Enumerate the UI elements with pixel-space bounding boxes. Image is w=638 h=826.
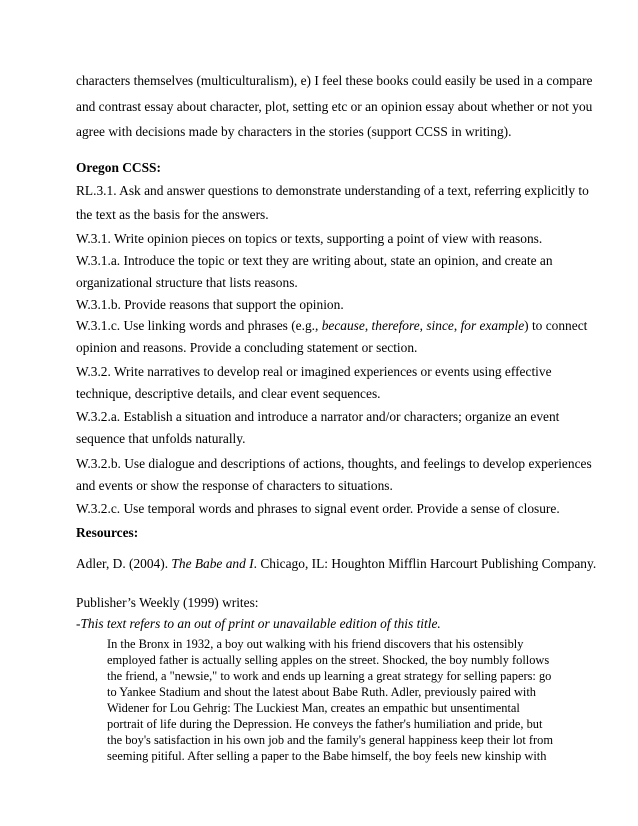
review-note	[76, 616, 441, 632]
w31c-sep: ,	[453, 318, 461, 333]
standard-w31c-line	[76, 318, 587, 334]
intro-line: and contrast essay about character, plot, setting etc or an opinion essay about whether or not you	[76, 99, 593, 114]
citation	[76, 556, 596, 572]
review-quote-line: portrait of life during the Depression. He conveys the father's humiliation and pride, but	[107, 717, 543, 731]
standard-w32-line: W.3.2. Write narratives to develop real or imagined experiences or events using effective	[76, 364, 552, 379]
w31c-text: W.3.1.c. Use linking words and phrases (e.g.,	[76, 318, 322, 333]
w31c-text: ) to connect	[524, 318, 588, 333]
standard-w32-line: technique, descriptive details, and clear event sequences.	[76, 386, 381, 401]
w31c-sep: ,	[419, 318, 427, 333]
w31c-italic-therefore: therefore	[371, 318, 420, 333]
w31c-italic-for-example: for example	[460, 318, 525, 333]
standard-w32a-line: sequence that unfolds naturally.	[76, 431, 246, 446]
resources-heading: Resources:	[76, 525, 139, 540]
standard-w31: W.3.1. Write opinion pieces on topics or texts, supporting a point of view with reasons.	[76, 231, 543, 246]
review-source: Publisher’s Weekly (1999) writes:	[76, 595, 259, 610]
standard-w32a-line: W.3.2.a. Establish a situation and introduce a narrator and/or characters; organize an event	[76, 409, 560, 424]
intro-line: agree with decisions made by characters in the stories (support CCSS in writing).	[76, 124, 512, 139]
citation-author: Adler, D. (2004).	[76, 556, 172, 571]
w31c-italic-since: since	[426, 318, 454, 333]
standard-w31a-line: organizational structure that lists reasons.	[76, 275, 298, 290]
standard-w32b-line: and events or show the response of characters to situations.	[76, 478, 393, 493]
standard-w31a-line: W.3.1.a. Introduce the topic or text they are writing about, state an opinion, and create an	[76, 253, 553, 268]
review-note-text: -This text refers to an out of print or unavailable edition of this title.	[76, 616, 441, 631]
review-quote-line: seeming pitiful. After selling a paper to the Babe himself, the boy feels new kinship with	[107, 749, 547, 763]
review-quote-line: the friend, a "newsie," to work and ends up learning a great strategy for selling papers: go	[107, 669, 552, 683]
standard-w31c-line: opinion and reasons. Provide a concluding statement or section.	[76, 340, 418, 355]
review-quote-line: employed father is actually selling apples on the street. Shocked, the boy numbly follows	[107, 653, 550, 667]
standard-w32c: W.3.2.c. Use temporal words and phrases to signal event order. Provide a sense of closure.	[76, 501, 560, 516]
review-quote-line: the boy's satisfaction in his own job and the family's general happiness keep their lot from	[107, 733, 553, 747]
w31c-italic-because: because	[321, 318, 365, 333]
review-quote-line: Widener for Lou Gehrig: The Luckiest Man, creates an empathic but unsentimental	[107, 701, 520, 715]
ccss-heading: Oregon CCSS:	[76, 160, 161, 175]
review-quote-line: to Yankee Stadium and shout the latest about Babe Ruth. Adler, previously paired with	[107, 685, 536, 699]
intro-line: characters themselves (multiculturalism), e) I feel these books could easily be used in a compare	[76, 73, 593, 88]
standard-w32b-line: W.3.2.b. Use dialogue and descriptions of actions, thoughts, and feelings to develop experiences	[76, 456, 592, 471]
citation-title: The Babe and I	[171, 556, 254, 571]
citation-publisher: . Chicago, IL: Houghton Mifflin Harcourt Publishing Company.	[253, 556, 597, 571]
standard-rl31-line: RL.3.1. Ask and answer questions to demonstrate understanding of a text, referring explicitly to	[76, 183, 589, 198]
standard-rl31-line: the text as the basis for the answers.	[76, 207, 269, 222]
review-quote-line: In the Bronx in 1932, a boy out walking with his friend discovers that his ostensibly	[107, 637, 524, 651]
w31c-sep: ,	[364, 318, 372, 333]
standard-w31b: W.3.1.b. Provide reasons that support the opinion.	[76, 297, 344, 312]
